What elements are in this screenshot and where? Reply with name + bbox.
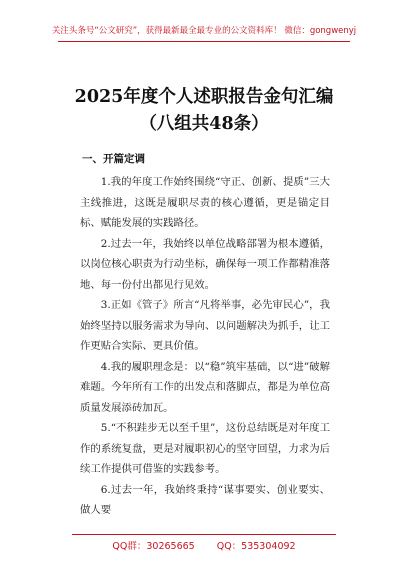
footer-divider: [72, 534, 336, 535]
page-header-promo: 关注头条号“公文研究”，获得最新最全最专业的公文资料库！ 微信：gongwenyj: [51, 26, 357, 36]
page-footer: [0, 538, 408, 552]
paragraph-1: 1.我的年度工作始终围绕“守正、创新、提质”三大主线推进，这既是履职尽责的核心遵循，更是锚定目标、赋能发展的实践路径。: [80, 176, 330, 229]
document-body: [80, 172, 330, 521]
section-heading: 一、开篇定调: [82, 153, 145, 165]
paragraph-5: 5.“不积跬步无以至千里”，这份总结既是对年度工作的系统复盘，更是对履职初心的坚守回望，力求为后续工作提供可借鉴的实践参考。: [80, 422, 330, 475]
paragraph-2: 2.过去一年，我始终以单位战略部署为根本遵循，以岗位核心职责为行动坐标，确保每一项工作都精准落地、每一份付出都见行见效。: [80, 237, 330, 291]
paragraph-3: 3.正如《管子》所言“凡将举事，必先审民心”，我始终坚持以服务需求为导向、以问题解决为抓手，让工作更贴合实际、更具价值。: [80, 299, 330, 352]
document-title: 2025年度个人述职报告金句汇编（八组共48条）: [74, 87, 334, 134]
footer-qq-group: QQ群：30265665: [112, 541, 195, 552]
paragraph-4: 4.我的履职理念是：以“稳”筑牢基础，以“进”破解难题。今年所有工作的出发点和落脚点，都是为单位高质量发展添砖加瓦。: [80, 360, 330, 414]
footer-qq: QQ：535304092: [216, 541, 296, 552]
header-divider: [58, 41, 350, 42]
paragraph-6: 6.过去一年，我始终秉持“谋事要实、创业要实、做人要: [80, 483, 330, 516]
